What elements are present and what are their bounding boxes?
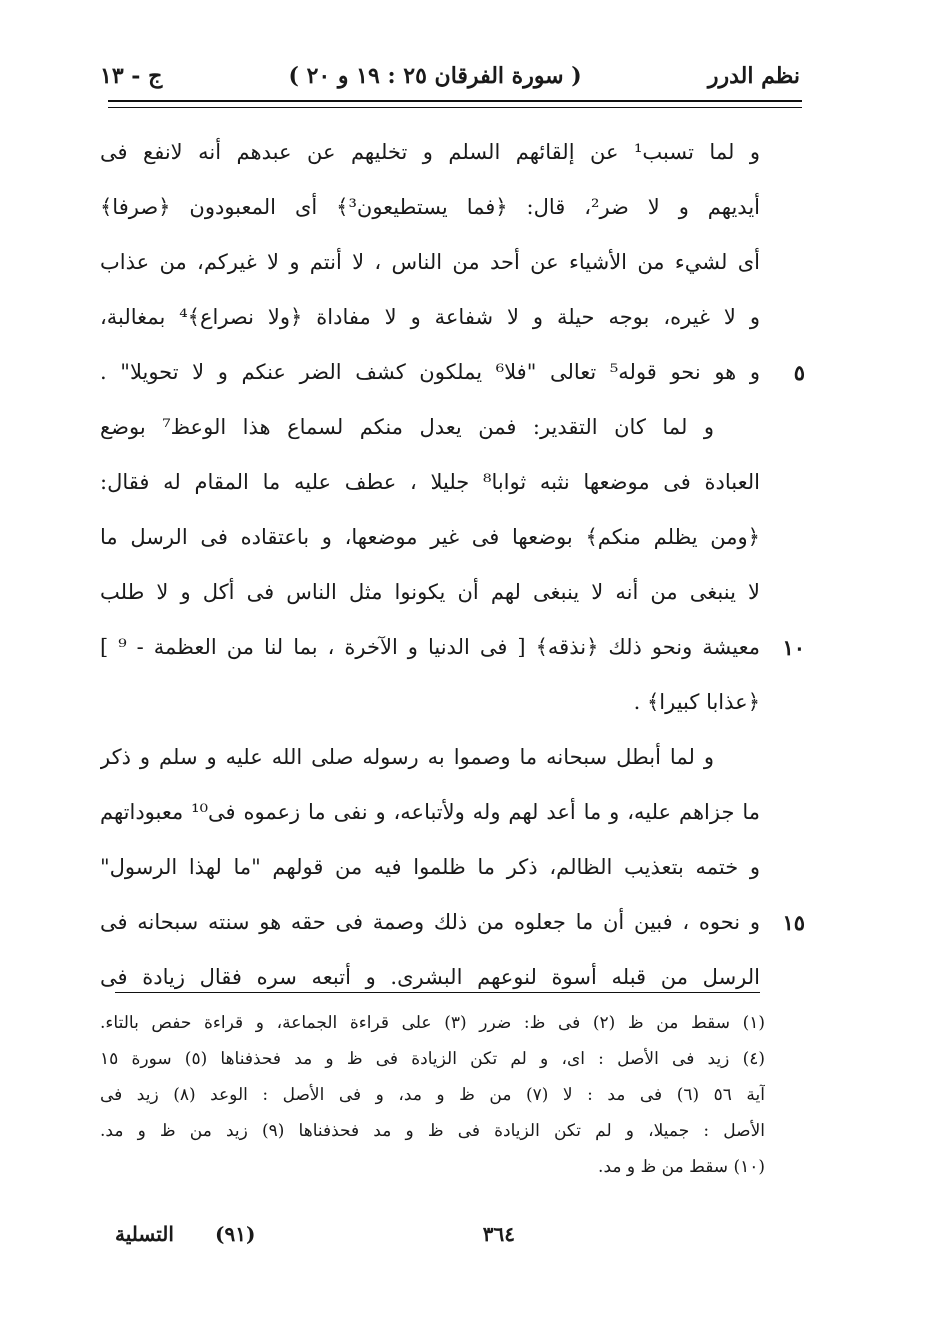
text-line: و لا غيره، بوجه حيلة و لا شفاعة و لا مفاداة ﴿ولا نصراع﴾⁴ بمغالبة،: [100, 305, 760, 329]
footnote-line: (١٠) سقط من ظ و مد.: [598, 1157, 765, 1177]
text-line: و لما كان التقدير: فمن يعدل منكم لسماع هذا الوعظ⁷ بوضع: [100, 415, 714, 439]
text-line: العبادة فى موضعها نثبه ثوابا⁸ جليلا ، عطف عليه ما المقام له فقال:: [100, 470, 760, 494]
running-header: [100, 56, 800, 96]
header-volume: ج - ١٣: [100, 63, 163, 89]
text-line: و هو نحو قوله⁵ تعالى "فلا⁶ يملكون كشف الضر عنكم و لا تحويلا" .: [100, 360, 760, 384]
footnote-rule: [115, 992, 760, 993]
page-number: ٣٦٤: [482, 1222, 515, 1246]
text-line: و لما تسبب¹ عن إلقائهم السلم و تخليهم عن عبدهم أنه لانفع فى: [100, 140, 760, 164]
line-number-10: ١٠: [782, 635, 805, 660]
text-line: ﴿ومن يظلم منكم﴾ بوضعها فى غير موضعها، و باعتقاده فى الرسل ما: [100, 525, 760, 549]
footnote-line: آية ٥٦ (٦) فى مد : لا (٧) من ظ و مد، و فى الأصل : الوعد (٨) زيد فى: [100, 1085, 765, 1105]
text-line: ما جزاهم عليه، و ما أعد لهم وله ولأتباعه، و نفى ما زعموه فى¹⁰ معبوداتهم: [100, 800, 760, 824]
text-line: لا ينبغى من أنه لا ينبغى لهم أن يكونوا مثل الناس فى أكل و لا طلب: [100, 580, 760, 604]
footnotes: [100, 1005, 765, 1185]
text-line: و لما أبطل سبحانه ما وصموا به رسوله صلى الله عليه و سلم و ذكر: [100, 745, 714, 769]
text-line: و نحوه ، فبين أن ما جعلوه من ذلك وصمة فى حقه هو سنته سبحانه فى: [100, 910, 760, 934]
main-text: [100, 125, 760, 1005]
catchword: التسلية: [115, 1222, 174, 1246]
text-line: ﴿عذابا كبيرا﴾ .: [633, 690, 760, 714]
line-number-5: ٥: [793, 360, 805, 385]
header-rule: [108, 100, 802, 108]
footnote-line: (١) سقط من ظ (٢) فى ظ: ضرر (٣) على قراءة الجماعة، و قراءة حفص بالتاء.: [100, 1013, 765, 1033]
footnote-line: (٤) زيد فى الأصل : اى، و لم تكن الزيادة فى ظ و مد فحذفناها (٥) سورة ١٥: [100, 1049, 765, 1069]
page-footer: [115, 1222, 715, 1262]
footnote-line: الأصل : جميلا، و لم تكن الزيادة فى ظ و مد فحذفناها (٩) زيد من ظ و مد.: [100, 1121, 765, 1141]
signature-mark: (٩١): [215, 1222, 256, 1246]
text-line: معيشة ونحو ذلك ﴿نذقه﴾ [ فى الدنيا و الآخرة ، بما لنا من العظمة - ⁹ ]: [100, 635, 760, 659]
header-surah: ( سورة الفرقان ٢٥ : ١٩ و ٢٠ ): [288, 63, 582, 89]
text-line: أيديهم و لا ضر²، قال: ﴿فما يستطيعون³﴾ أى المعبودون ﴿صرفا﴾: [100, 195, 760, 219]
header-book-title: نظم الدرر: [707, 63, 800, 89]
text-line: و ختمه بتعذيب الظالم، ذكر ما ظلموا فيه من قولهم "ما لهذا الرسول": [100, 855, 760, 879]
line-number-15: ١٥: [782, 910, 805, 935]
text-line: الرسل من قبله أسوة لنوعهم البشرى. و أتبعه سره فقال زيادة فى: [100, 965, 760, 989]
text-line: أى لشيء من الأشياء عن أحد من الناس ، لا أنتم و لا غيركم، من عذاب: [100, 250, 760, 274]
